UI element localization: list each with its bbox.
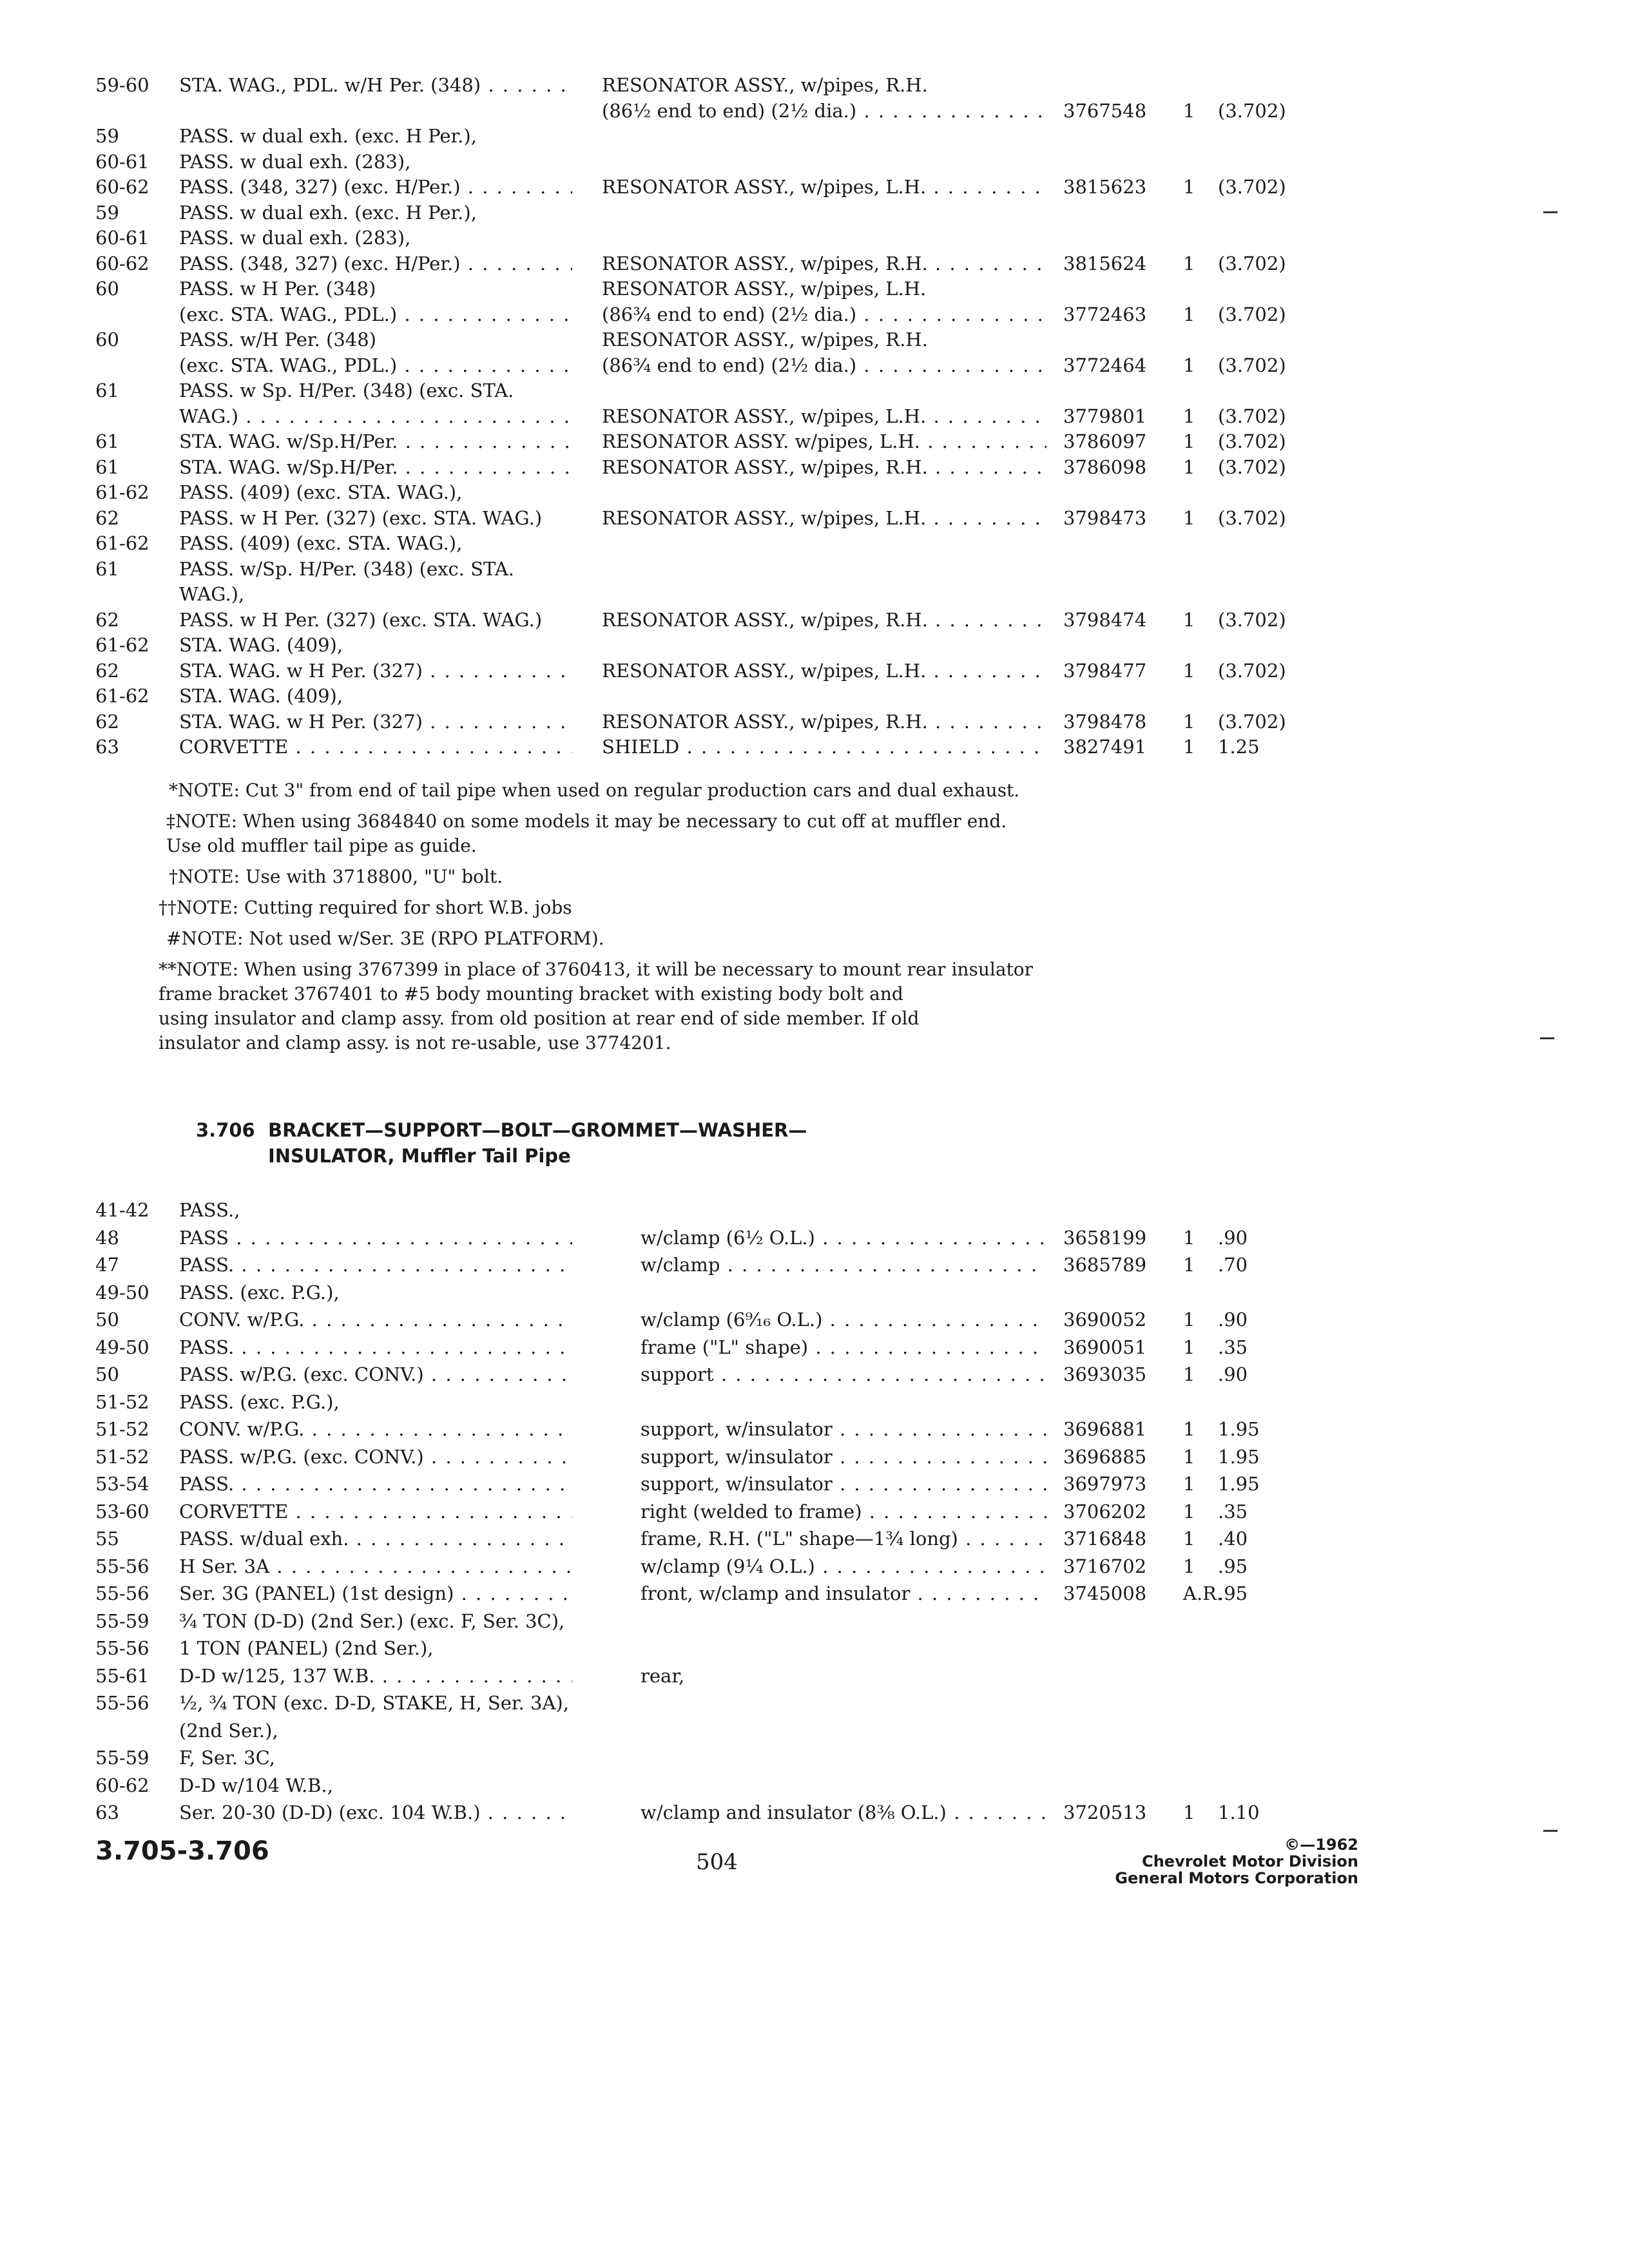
table-row bbox=[0, 556, 1629, 584]
model-description: PASS. (348, 327) (exc. H/Per.) . . . bbox=[179, 174, 572, 200]
part-number: 3798474 bbox=[1063, 608, 1147, 631]
division-name: Chevrolet Motor Division bbox=[1142, 1852, 1358, 1870]
model-description: PASS. (409) (exc. STA. WAG.), bbox=[179, 481, 463, 503]
table-row bbox=[0, 352, 1629, 381]
part-description: (86¾ end to end) (2½ dia.) . . . bbox=[602, 302, 1046, 327]
model-year: 60-62 bbox=[95, 176, 149, 198]
quantity: 1 bbox=[1183, 405, 1195, 427]
model-description: PASS. (409) (exc. STA. WAG.), bbox=[179, 532, 463, 554]
model-description: ¾ TON (D-D) (2nd Ser.) (exc. F, Ser. 3C), bbox=[179, 1610, 565, 1632]
model-year: 60-61 bbox=[95, 150, 149, 173]
table-row bbox=[0, 72, 1629, 101]
group-or-price: .35 bbox=[1218, 1500, 1248, 1523]
table-row bbox=[0, 1280, 1629, 1308]
group-or-price: (3.702) bbox=[1218, 303, 1286, 325]
section-title-line2: INSULATOR, Muffler Tail Pipe bbox=[268, 1145, 571, 1167]
table-row bbox=[0, 1690, 1629, 1718]
table-row bbox=[0, 683, 1629, 711]
footer-section-range: 3.705-3.706 bbox=[95, 1836, 269, 1866]
table-row bbox=[0, 1471, 1629, 1499]
page-number: 504 bbox=[696, 1849, 738, 1875]
part-description: support, w/insulator . . . bbox=[641, 1416, 1046, 1442]
group-or-price: .90 bbox=[1218, 1226, 1248, 1249]
model-description: PASS. w/Sp. H/Per. (348) (exc. STA. bbox=[179, 557, 514, 580]
model-year: 62 bbox=[95, 506, 119, 529]
model-year: 51-52 bbox=[95, 1418, 149, 1440]
table-row bbox=[0, 403, 1629, 432]
note-line: ††NOTE: Cutting required for short W.B. jobs bbox=[159, 897, 572, 918]
part-description: RESONATOR ASSY., w/pipes, L.H. . . . bbox=[602, 505, 1046, 531]
model-description: STA. WAG. w/Sp.H/Per. . . . bbox=[179, 454, 572, 480]
table-row bbox=[0, 123, 1629, 151]
part-description: RESONATOR ASSY., w/pipes, R.H. bbox=[602, 74, 928, 96]
model-description: F, Ser. 3C, bbox=[179, 1747, 276, 1769]
group-or-price: (3.702) bbox=[1218, 456, 1286, 478]
part-number: 3786098 bbox=[1063, 456, 1147, 478]
table-row bbox=[0, 302, 1629, 330]
quantity: 1 bbox=[1183, 659, 1195, 682]
table-row bbox=[0, 1389, 1629, 1418]
model-description: WAG.) . . . bbox=[179, 403, 572, 429]
table-row bbox=[0, 1800, 1629, 1828]
model-description: STA. WAG. w/Sp.H/Per. . . . bbox=[179, 428, 572, 454]
note-line: ‡NOTE: When using 3684840 on some models it may be necessary to cut off at muffler end. bbox=[166, 811, 1007, 832]
part-number: 3745008 bbox=[1063, 1582, 1147, 1604]
table-row bbox=[0, 327, 1629, 355]
table-row bbox=[0, 225, 1629, 253]
part-number: 3786097 bbox=[1063, 430, 1147, 452]
part-number: 3772463 bbox=[1063, 303, 1147, 325]
model-year: 61-62 bbox=[95, 634, 149, 656]
model-year: 55-59 bbox=[95, 1610, 149, 1632]
note-line: Use old muffler tail pipe as guide. bbox=[166, 835, 477, 856]
quantity: 1 bbox=[1183, 1528, 1195, 1550]
model-description: D-D w/104 W.B., bbox=[179, 1774, 333, 1796]
part-description: rear, bbox=[641, 1664, 685, 1687]
part-description: RESONATOR ASSY., w/pipes, R.H. . . . bbox=[602, 454, 1046, 480]
part-description: right (welded to frame) . . . bbox=[641, 1499, 1046, 1524]
table-row bbox=[0, 149, 1629, 177]
part-description: frame, R.H. ("L" shape—1¾ long) . . . bbox=[641, 1526, 1046, 1552]
part-number: 3815623 bbox=[1063, 176, 1147, 198]
group-or-price: .40 bbox=[1218, 1528, 1248, 1550]
table-row bbox=[0, 1252, 1629, 1280]
table-row bbox=[0, 1718, 1629, 1746]
model-description: STA. WAG. w H Per. (327) . . . bbox=[179, 658, 572, 684]
table-row bbox=[0, 581, 1629, 610]
quantity: 1 bbox=[1183, 608, 1195, 631]
quantity: 1 bbox=[1183, 99, 1195, 122]
part-number: 3690051 bbox=[1063, 1336, 1147, 1358]
model-description: PASS. (exc. P.G.), bbox=[179, 1281, 340, 1303]
group-or-price: 1.10 bbox=[1218, 1802, 1260, 1823]
group-or-price: .95 bbox=[1218, 1555, 1248, 1577]
table-row bbox=[0, 1225, 1629, 1253]
group-or-price: .90 bbox=[1218, 1309, 1248, 1331]
model-year: 61-62 bbox=[95, 685, 149, 707]
part-number: 3815624 bbox=[1063, 252, 1147, 274]
part-description: RESONATOR ASSY., w/pipes, L.H. . . . bbox=[602, 658, 1046, 684]
model-year: 50 bbox=[95, 1363, 119, 1385]
model-year: 61-62 bbox=[95, 481, 149, 503]
model-description: PASS. w H Per. (327) (exc. STA. WAG.) bbox=[179, 608, 543, 631]
model-year: 59 bbox=[95, 201, 119, 224]
model-year: 60-62 bbox=[95, 252, 149, 274]
model-description: CORVETTE . . . bbox=[179, 734, 572, 760]
group-or-price: (3.702) bbox=[1218, 506, 1286, 529]
part-description: RESONATOR ASSY., w/pipes, R.H. bbox=[602, 329, 928, 351]
part-description: SHIELD . . . bbox=[602, 734, 1046, 760]
model-description: PASS. w/H Per. (348) bbox=[179, 329, 376, 351]
table-row bbox=[0, 1526, 1629, 1554]
quantity: 1 bbox=[1183, 354, 1195, 376]
model-description: CONV. w/P.G. . . . bbox=[179, 1416, 572, 1442]
model-year: 62 bbox=[95, 659, 119, 682]
model-year: 61 bbox=[95, 557, 119, 580]
model-description: PASS. w/P.G. (exc. CONV.) . . . bbox=[179, 1361, 572, 1387]
table-row bbox=[0, 200, 1629, 228]
group-or-price: (3.702) bbox=[1218, 176, 1286, 198]
group-or-price: 1.95 bbox=[1218, 1418, 1260, 1440]
part-number: 3696881 bbox=[1063, 1418, 1147, 1440]
table-row bbox=[0, 505, 1629, 533]
quantity: 1 bbox=[1183, 430, 1195, 452]
part-description: RESONATOR ASSY., w/pipes, R.H. . . . bbox=[602, 607, 1046, 633]
part-number: 3706202 bbox=[1063, 1500, 1147, 1523]
model-description: 1 TON (PANEL) (2nd Ser.), bbox=[179, 1637, 434, 1659]
model-description: WAG.), bbox=[179, 583, 245, 605]
model-description: STA. WAG. (409), bbox=[179, 685, 343, 707]
group-or-price: (3.702) bbox=[1218, 252, 1286, 274]
model-year: 55-56 bbox=[95, 1637, 149, 1659]
part-description: frame ("L" shape) . . . bbox=[641, 1334, 1046, 1360]
section-number: 3.706 bbox=[196, 1119, 255, 1141]
table-row bbox=[0, 1745, 1629, 1773]
table-row bbox=[0, 276, 1629, 304]
model-description: H Ser. 3A . . . bbox=[179, 1553, 572, 1579]
part-description: RESONATOR ASSY., w/pipes, L.H. . . . bbox=[602, 403, 1046, 429]
table-row bbox=[0, 479, 1629, 508]
part-description: RESONATOR ASSY., w/pipes, L.H. . . . bbox=[602, 174, 1046, 200]
quantity: 1 bbox=[1183, 303, 1195, 325]
model-year: 60 bbox=[95, 278, 119, 300]
model-description: ½, ¾ TON (exc. D-D, STAKE, H, Ser. 3A), bbox=[179, 1692, 569, 1714]
model-description: PASS. . . . bbox=[179, 1471, 572, 1497]
part-description: RESONATOR ASSY. w/pipes, L.H. . . . bbox=[602, 428, 1046, 454]
quantity: 1 bbox=[1183, 1445, 1195, 1468]
part-number: 3685789 bbox=[1063, 1254, 1147, 1276]
model-description: Ser. 20-30 (D-D) (exc. 104 W.B.) . . . bbox=[179, 1800, 572, 1825]
group-or-price: (3.702) bbox=[1218, 99, 1286, 122]
quantity: 1 bbox=[1183, 1363, 1195, 1385]
model-year: 61 bbox=[95, 456, 119, 478]
model-year: 55 bbox=[95, 1528, 119, 1550]
quantity: 1 bbox=[1183, 736, 1195, 758]
table-row bbox=[0, 251, 1629, 279]
quantity: 1 bbox=[1183, 1555, 1195, 1577]
part-description: front, w/clamp and insulator . . . bbox=[641, 1581, 1046, 1606]
model-year: 53-60 bbox=[95, 1500, 149, 1523]
model-year: 60 bbox=[95, 329, 119, 351]
note-line: using insulator and clamp assy. from old position at rear end of side member. If old bbox=[159, 1008, 920, 1029]
table-row bbox=[0, 607, 1629, 635]
model-year: 62 bbox=[95, 710, 119, 733]
part-number: 3720513 bbox=[1063, 1802, 1147, 1823]
quantity: 1 bbox=[1183, 252, 1195, 274]
group-or-price: .90 bbox=[1218, 1363, 1248, 1385]
model-year: 55-56 bbox=[95, 1692, 149, 1714]
model-description: PASS . . . bbox=[179, 1225, 572, 1251]
quantity: 1 bbox=[1183, 1226, 1195, 1249]
part-description: w/clamp . . . bbox=[641, 1252, 1046, 1278]
model-year: 41-42 bbox=[95, 1199, 149, 1221]
part-number: 3658199 bbox=[1063, 1226, 1147, 1249]
part-description: (86¾ end to end) (2½ dia.) . . . bbox=[602, 352, 1046, 378]
model-year: 63 bbox=[95, 1802, 119, 1823]
model-year: 51-52 bbox=[95, 1445, 149, 1468]
part-description: RESONATOR ASSY., w/pipes, R.H. . . . bbox=[602, 709, 1046, 735]
table-row bbox=[0, 428, 1629, 457]
part-number: 3693035 bbox=[1063, 1363, 1147, 1385]
model-description: (2nd Ser.), bbox=[179, 1719, 278, 1742]
group-or-price: 1.25 bbox=[1218, 736, 1260, 758]
model-description: PASS. (exc. P.G.), bbox=[179, 1390, 340, 1413]
note-line: †NOTE: Use with 3718800, "U" bolt. bbox=[169, 866, 503, 887]
model-description: D-D w/125, 137 W.B. . . . bbox=[179, 1663, 572, 1689]
part-number: 3772464 bbox=[1063, 354, 1147, 376]
table-row bbox=[0, 1197, 1629, 1225]
model-description: PASS. (348, 327) (exc. H/Per.) . . . bbox=[179, 251, 572, 276]
table-row bbox=[0, 1663, 1629, 1691]
group-or-price: .70 bbox=[1218, 1254, 1248, 1276]
group-or-price: (3.702) bbox=[1218, 405, 1286, 427]
part-description: support, w/insulator . . . bbox=[641, 1444, 1046, 1470]
part-number: 3779801 bbox=[1063, 405, 1147, 427]
table-row bbox=[0, 734, 1629, 762]
table-row bbox=[0, 658, 1629, 686]
part-description: (86½ end to end) (2½ dia.) . . . bbox=[602, 98, 1046, 124]
note-line: *NOTE: Cut 3" from end of tail pipe when used on regular production cars and dual exhaust. bbox=[169, 780, 1020, 801]
quantity: 1 bbox=[1183, 456, 1195, 478]
table-row bbox=[0, 1635, 1629, 1664]
model-description: STA. WAG. w H Per. (327) . . . bbox=[179, 709, 572, 735]
model-year: 61 bbox=[95, 430, 119, 452]
part-number: 3827491 bbox=[1063, 736, 1147, 758]
model-year: 55-59 bbox=[95, 1747, 149, 1769]
table-row bbox=[0, 1334, 1629, 1363]
part-number: 3798478 bbox=[1063, 710, 1147, 733]
model-description: (exc. STA. WAG., PDL.) . . . bbox=[179, 302, 572, 327]
model-year: 62 bbox=[95, 608, 119, 631]
model-year: 60-62 bbox=[95, 1774, 149, 1796]
quantity: 1 bbox=[1183, 176, 1195, 198]
model-description: PASS. w H Per. (348) bbox=[179, 278, 376, 300]
model-description: PASS. w dual exh. (exc. H Per.), bbox=[179, 201, 477, 224]
group-or-price: (3.702) bbox=[1218, 354, 1286, 376]
copyright-year: ©—1962 bbox=[1284, 1836, 1358, 1854]
model-description: PASS. w/dual exh. . . . bbox=[179, 1526, 572, 1552]
model-year: 53-54 bbox=[95, 1473, 149, 1495]
quantity: 1 bbox=[1183, 1473, 1195, 1495]
part-number: 3697973 bbox=[1063, 1473, 1147, 1495]
model-year: 61-62 bbox=[95, 532, 149, 554]
table-row bbox=[0, 1499, 1629, 1527]
margin-mark bbox=[1543, 1830, 1557, 1832]
model-year: 60-61 bbox=[95, 227, 149, 249]
note-line: insulator and clamp assy. is not re-usable, use 3774201. bbox=[159, 1032, 671, 1053]
quantity: 1 bbox=[1183, 1254, 1195, 1276]
note-line: **NOTE: When using 3767399 in place of 3760413, it will be necessary to mount rear insulator bbox=[159, 959, 1034, 980]
model-year: 51-52 bbox=[95, 1390, 149, 1413]
quantity: 1 bbox=[1183, 1802, 1195, 1823]
part-description: RESONATOR ASSY., w/pipes, R.H. . . . bbox=[602, 251, 1046, 276]
part-description: w/clamp (6½ O.L.) . . . bbox=[641, 1225, 1046, 1251]
note-line: #NOTE: Not used w/Ser. 3E (RPO PLATFORM). bbox=[166, 928, 604, 949]
model-year: 55-56 bbox=[95, 1582, 149, 1604]
part-number: 3767548 bbox=[1063, 99, 1147, 122]
model-description: PASS. w dual exh. (283), bbox=[179, 150, 411, 173]
model-description: Ser. 3G (PANEL) (1st design) . . . bbox=[179, 1581, 572, 1606]
model-description: PASS., bbox=[179, 1199, 240, 1221]
model-year: 50 bbox=[95, 1309, 119, 1331]
table-row bbox=[0, 1553, 1629, 1582]
part-description: support . . . bbox=[641, 1361, 1046, 1387]
model-description: PASS. w Sp. H/Per. (348) (exc. STA. bbox=[179, 380, 514, 401]
table-row bbox=[0, 1773, 1629, 1801]
model-year: 48 bbox=[95, 1226, 119, 1249]
part-number: 3696885 bbox=[1063, 1445, 1147, 1468]
table-row bbox=[0, 174, 1629, 202]
model-year: 59-60 bbox=[95, 74, 149, 96]
model-description: PASS. w dual exh. (283), bbox=[179, 227, 411, 249]
part-number: 3798473 bbox=[1063, 506, 1147, 529]
quantity: 1 bbox=[1183, 710, 1195, 733]
group-or-price: .35 bbox=[1218, 1336, 1248, 1358]
quantity: 1 bbox=[1183, 1336, 1195, 1358]
part-description: w/clamp (6⁹⁄₁₆ O.L.) . . . bbox=[641, 1307, 1046, 1332]
table-row bbox=[0, 1581, 1629, 1609]
model-year: 55-61 bbox=[95, 1664, 149, 1687]
part-description: w/clamp and insulator (8⅜ O.L.) . . . bbox=[641, 1800, 1046, 1825]
model-year: 61 bbox=[95, 380, 119, 401]
model-year: 55-56 bbox=[95, 1555, 149, 1577]
table-row bbox=[0, 1307, 1629, 1335]
table-row bbox=[0, 454, 1629, 483]
model-description: CONV. w/P.G. . . . bbox=[179, 1307, 572, 1332]
part-description: support, w/insulator . . . bbox=[641, 1471, 1046, 1497]
margin-mark bbox=[1540, 1037, 1554, 1039]
table-row bbox=[0, 1361, 1629, 1390]
part-description: RESONATOR ASSY., w/pipes, L.H. bbox=[602, 278, 927, 300]
part-number: 3798477 bbox=[1063, 659, 1147, 682]
quantity: 1 bbox=[1183, 1418, 1195, 1440]
part-description: w/clamp (9¼ O.L.) . . . bbox=[641, 1553, 1046, 1579]
group-or-price: (3.702) bbox=[1218, 608, 1286, 631]
model-description: (exc. STA. WAG., PDL.) . . . bbox=[179, 352, 572, 378]
table-row bbox=[0, 378, 1629, 406]
section-title-line1: BRACKET—SUPPORT—BOLT—GROMMET—WASHER— bbox=[268, 1119, 807, 1141]
model-description: STA. WAG., PDL. w/H Per. (348) . . . bbox=[179, 72, 572, 98]
model-year: 63 bbox=[95, 736, 119, 758]
part-number: 3716702 bbox=[1063, 1555, 1147, 1577]
table-row bbox=[0, 530, 1629, 559]
model-description: PASS. w H Per. (327) (exc. STA. WAG.) bbox=[179, 506, 543, 529]
table-row bbox=[0, 1608, 1629, 1637]
quantity: 1 bbox=[1183, 1500, 1195, 1523]
corporation-name: General Motors Corporation bbox=[1115, 1869, 1358, 1887]
model-description: STA. WAG. (409), bbox=[179, 634, 343, 656]
model-description: PASS. . . . bbox=[179, 1334, 572, 1360]
model-year: 49-50 bbox=[95, 1336, 149, 1358]
quantity: 1 bbox=[1183, 1309, 1195, 1331]
model-year: 49-50 bbox=[95, 1281, 149, 1303]
table-row bbox=[0, 1444, 1629, 1472]
quantity: A.R. bbox=[1183, 1582, 1223, 1604]
table-row bbox=[0, 632, 1629, 660]
group-or-price: (3.702) bbox=[1218, 659, 1286, 682]
note-line: frame bracket 3767401 to #5 body mounting bracket with existing body bolt and bbox=[159, 983, 903, 1004]
model-description: PASS. w dual exh. (exc. H Per.), bbox=[179, 125, 477, 147]
footer-copyright bbox=[1115, 1836, 1358, 1887]
group-or-price: 1.95 bbox=[1218, 1445, 1260, 1468]
group-or-price: (3.702) bbox=[1218, 430, 1286, 452]
group-or-price: (3.702) bbox=[1218, 710, 1286, 733]
group-or-price: 1.95 bbox=[1218, 1473, 1260, 1495]
group-or-price: .95 bbox=[1218, 1582, 1248, 1604]
table-row bbox=[0, 98, 1629, 126]
model-year: 59 bbox=[95, 125, 119, 147]
model-description: PASS. . . . bbox=[179, 1252, 572, 1278]
table-row bbox=[0, 709, 1629, 737]
model-year: 47 bbox=[95, 1254, 119, 1276]
table-row bbox=[0, 1416, 1629, 1445]
model-description: CORVETTE . . . bbox=[179, 1499, 572, 1524]
part-number: 3716848 bbox=[1063, 1528, 1147, 1550]
model-description: PASS. w/P.G. (exc. CONV.) . . . bbox=[179, 1444, 572, 1470]
margin-mark bbox=[1543, 211, 1557, 213]
quantity: 1 bbox=[1183, 506, 1195, 529]
part-number: 3690052 bbox=[1063, 1309, 1147, 1331]
